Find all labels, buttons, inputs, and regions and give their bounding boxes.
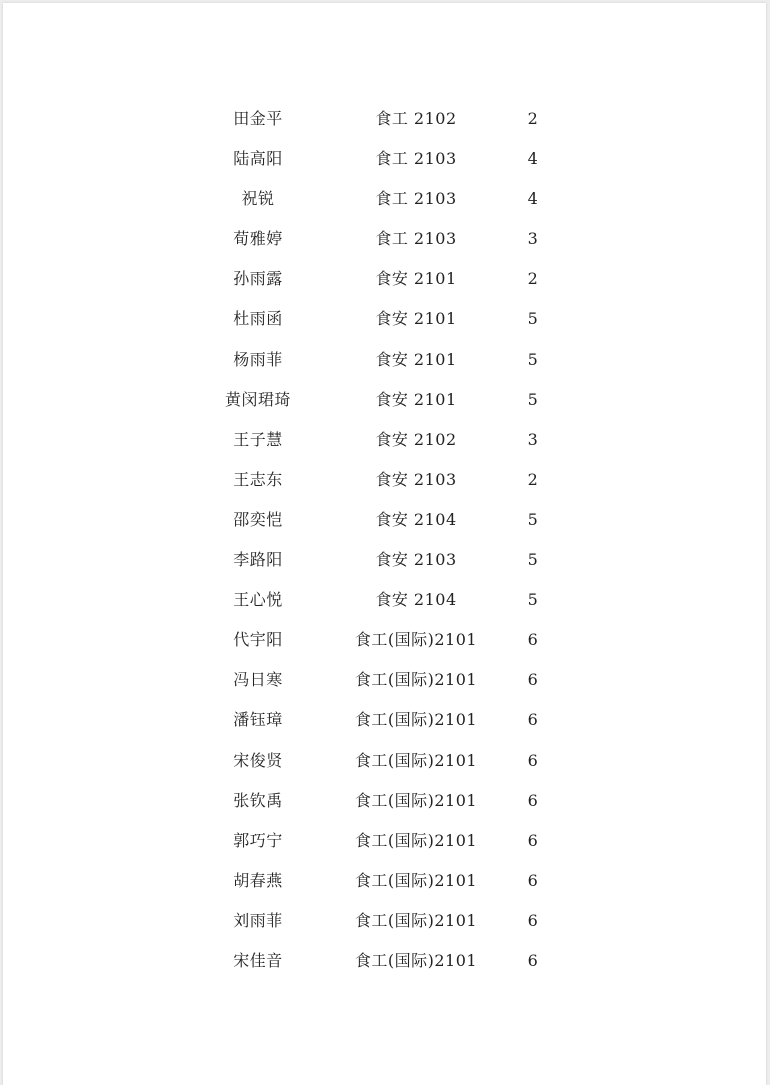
count-value: 6 (527, 710, 539, 730)
table-row (3, 540, 766, 580)
class-name: 食安 2102 (375, 429, 457, 449)
class-name: 食工(国际)2101 (354, 870, 478, 890)
class-name: 食安 2104 (375, 509, 457, 529)
class-name: 食工(国际)2101 (354, 950, 478, 970)
student-name: 冯日寒 (233, 670, 283, 690)
count-value: 6 (527, 670, 539, 690)
count-value: 6 (527, 750, 539, 770)
class-name: 食工(国际)2101 (354, 830, 478, 850)
count-value: 2 (527, 109, 539, 128)
count-value: 6 (527, 910, 539, 930)
class-name: 食安 2101 (375, 269, 457, 289)
class-name: 食工 2103 (375, 189, 457, 209)
count-value: 5 (527, 550, 539, 570)
table-row (3, 781, 766, 821)
class-name: 食安 2103 (375, 469, 457, 489)
student-name: 荀雅婷 (233, 229, 283, 249)
class-name: 食工(国际)2101 (354, 790, 478, 810)
student-name: 宋俊贤 (233, 750, 283, 770)
class-name: 食工(国际)2101 (354, 750, 478, 770)
table-row (3, 660, 766, 700)
student-name: 代宇阳 (233, 630, 283, 650)
count-value: 2 (527, 469, 539, 489)
class-name: 食工 2102 (375, 109, 457, 128)
count-value: 3 (527, 429, 539, 449)
table-row (3, 420, 766, 460)
table-row (3, 99, 766, 139)
student-name: 孙雨露 (233, 269, 283, 289)
count-value: 6 (527, 830, 539, 850)
class-name: 食安 2101 (375, 309, 457, 329)
count-value: 4 (527, 149, 539, 169)
count-value: 2 (527, 269, 539, 289)
class-name: 食工(国际)2101 (354, 670, 478, 690)
table-row (3, 340, 766, 380)
count-value: 5 (527, 389, 539, 409)
table-row (3, 259, 766, 299)
class-name: 食工(国际)2101 (354, 910, 478, 930)
student-name: 郭巧宁 (233, 830, 283, 850)
table-row (3, 821, 766, 861)
table-row (3, 941, 766, 981)
count-value: 6 (527, 870, 539, 890)
table-row (3, 580, 766, 620)
count-value: 5 (527, 509, 539, 529)
student-name: 潘钰璋 (233, 710, 283, 730)
student-name: 邵奕恺 (233, 509, 283, 529)
table-row (3, 179, 766, 219)
count-value: 6 (527, 630, 539, 650)
student-name: 祝锐 (241, 189, 275, 209)
student-table (3, 99, 766, 981)
class-name: 食安 2101 (375, 389, 457, 409)
student-name: 田金平 (233, 109, 283, 128)
student-name: 张钦禹 (233, 790, 283, 810)
table-row (3, 741, 766, 781)
class-name: 食工(国际)2101 (354, 630, 478, 650)
table-row (3, 901, 766, 941)
table-row (3, 500, 766, 540)
student-name: 王子慧 (233, 429, 283, 449)
count-value: 5 (527, 309, 539, 329)
table-row (3, 620, 766, 660)
document-page (3, 3, 766, 1085)
table-row (3, 700, 766, 740)
student-name: 刘雨菲 (233, 910, 283, 930)
student-name: 胡春燕 (233, 870, 283, 890)
student-name: 王心悦 (233, 590, 283, 610)
table-row (3, 460, 766, 500)
table-row (3, 219, 766, 259)
count-value: 6 (527, 790, 539, 810)
student-name: 宋佳音 (233, 950, 283, 970)
student-name: 杜雨函 (233, 309, 283, 329)
table-row (3, 861, 766, 901)
class-name: 食工 2103 (375, 149, 457, 169)
count-value: 3 (527, 229, 539, 249)
table-row (3, 139, 766, 179)
class-name: 食工 2103 (375, 229, 457, 249)
count-value: 5 (527, 590, 539, 610)
student-name: 杨雨菲 (233, 349, 283, 369)
class-name: 食安 2101 (375, 349, 457, 369)
table-row (3, 299, 766, 339)
count-value: 4 (527, 189, 539, 209)
class-name: 食安 2103 (375, 550, 457, 570)
student-name: 李路阳 (233, 550, 283, 570)
class-name: 食工(国际)2101 (354, 710, 478, 730)
student-name: 陆高阳 (233, 149, 283, 169)
table-row (3, 380, 766, 420)
class-name: 食安 2104 (375, 590, 457, 610)
student-name: 王志东 (233, 469, 283, 489)
count-value: 6 (527, 950, 539, 970)
count-value: 5 (527, 349, 539, 369)
student-name: 黄闵珺琦 (224, 389, 291, 409)
